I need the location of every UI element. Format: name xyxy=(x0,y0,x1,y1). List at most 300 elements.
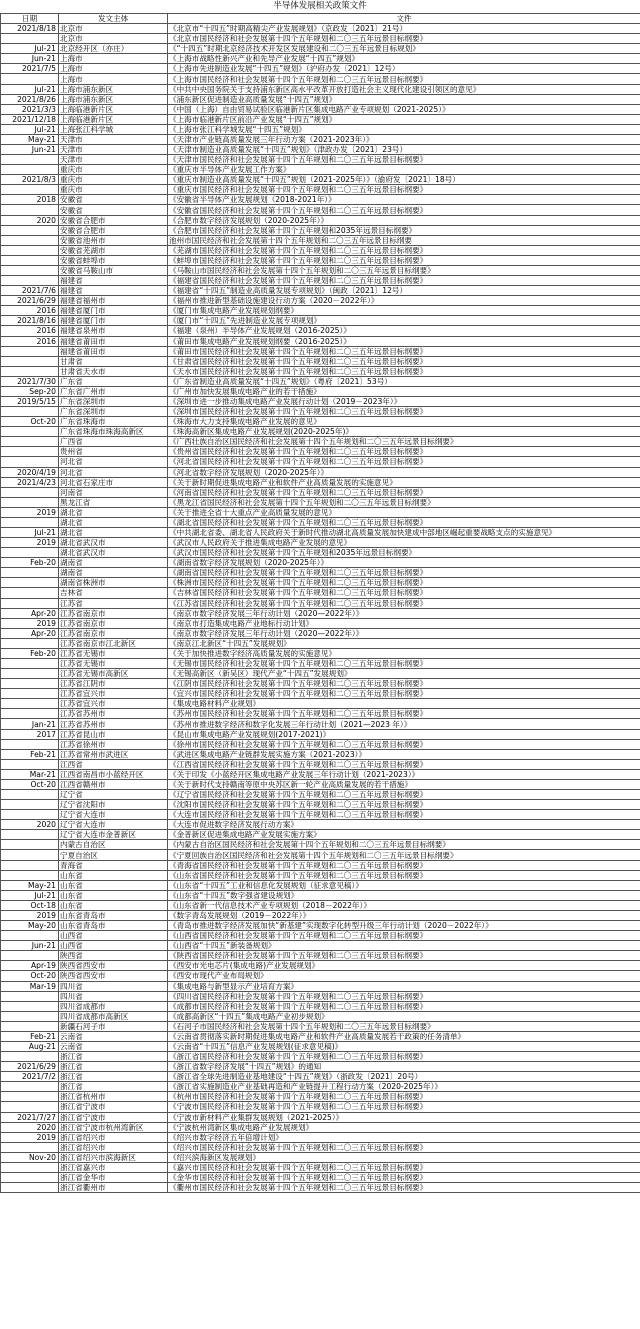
document-cell: 《西安市现代产业布局规划》 xyxy=(168,971,640,981)
issuer-cell: 云南省 xyxy=(59,1041,168,1051)
table-row xyxy=(1,507,640,517)
table-row xyxy=(1,235,640,245)
document-cell: 《浙江省全球先进制造业基地建设“十四五”规划》（浙政发〔2021〕20号） xyxy=(168,1072,640,1082)
table-row xyxy=(1,759,640,769)
table-row xyxy=(1,54,640,64)
issuer-cell: 北京经开区（亦庄） xyxy=(59,44,168,54)
document-cell: 《中共湖北省委、湖北省人民政府关于新时代推动湖北高质量发展加快建成中部地区崛起重要战略支点的实施意见》 xyxy=(168,527,640,537)
issuer-cell: 福建省 xyxy=(59,276,168,286)
table-row xyxy=(1,386,640,396)
date-cell xyxy=(1,1172,59,1182)
document-cell: 《中国（上海）自由贸易试验区临港新片区集成电路产业专项规划（2021-2025）》 xyxy=(168,104,640,114)
issuer-cell: 辽宁省大连市金普新区 xyxy=(59,830,168,840)
table-row xyxy=(1,44,640,54)
document-cell: 《成都高新区“十四五”集成电路产业初步规划》 xyxy=(168,1011,640,1021)
table-row xyxy=(1,497,640,507)
table-row xyxy=(1,981,640,991)
issuer-cell: 贵州省 xyxy=(59,447,168,457)
issuer-cell: 四川省 xyxy=(59,981,168,991)
issuer-cell: 河北省 xyxy=(59,467,168,477)
issuer-cell: 江西省 xyxy=(59,759,168,769)
issuer-cell: 安徽省池州市 xyxy=(59,235,168,245)
table-row xyxy=(1,1072,640,1082)
date-cell: 2021/6/29 xyxy=(1,1062,59,1072)
issuer-cell: 山西省 xyxy=(59,941,168,951)
table-row xyxy=(1,558,640,568)
document-cell: 《山东省“十四五”工业和信息化发展规划（征求意见稿）》 xyxy=(168,880,640,890)
document-cell: 《天水市国民经济和社会发展第十四个五年规划和二〇三五年远景目标纲要》 xyxy=(168,366,640,376)
issuer-cell: 福建省莆田市 xyxy=(59,346,168,356)
issuer-cell: 湖北省 xyxy=(59,527,168,537)
issuer-cell: 浙江省嘉兴市 xyxy=(59,1162,168,1172)
table-row xyxy=(1,568,640,578)
date-cell xyxy=(1,1052,59,1062)
table-row xyxy=(1,860,640,870)
date-cell xyxy=(1,951,59,961)
issuer-cell: 陕西省西安市 xyxy=(59,971,168,981)
table-row xyxy=(1,165,640,175)
table-row xyxy=(1,1092,640,1102)
document-cell: 《湖南省数字经济发展规划（2020-2025年）》 xyxy=(168,558,640,568)
document-cell: 《上海市张江科学城发展“十四五”规划》 xyxy=(168,124,640,134)
table-row xyxy=(1,608,640,618)
issuer-cell: 江苏省南京市 xyxy=(59,618,168,628)
table-row xyxy=(1,931,640,941)
document-cell: 《大连市国民经济和社会发展第十四个五年规划和二〇三五年远景目标纲要》 xyxy=(168,810,640,820)
table-row xyxy=(1,749,640,759)
issuer-cell: 河南省 xyxy=(59,487,168,497)
issuer-cell: 北京市 xyxy=(59,34,168,44)
date-cell: Apr-20 xyxy=(1,608,59,618)
issuer-cell: 黑龙江省 xyxy=(59,497,168,507)
table-row xyxy=(1,790,640,800)
document-cell: 《宁波市新材料产业集群发展规划（2021-2025）》 xyxy=(168,1112,640,1122)
date-cell xyxy=(1,699,59,709)
document-cell: 《山东省“十四五”数字强省建设规划》 xyxy=(168,890,640,900)
date-cell: May-21 xyxy=(1,134,59,144)
date-cell xyxy=(1,457,59,467)
document-cell: 《衢州市国民经济和社会发展第十四个五年规划和二〇三五年远景目标纲要》 xyxy=(168,1183,640,1193)
date-cell xyxy=(1,659,59,669)
date-cell: Jul-21 xyxy=(1,890,59,900)
document-cell: 《厦门市集成电路产业发展规划纲要》 xyxy=(168,306,640,316)
document-cell: 《浙江省实施制造业产业基础再造和产业链提升工程行动方案（2020-2025年）》 xyxy=(168,1082,640,1092)
issuer-cell: 广东省珠海市 xyxy=(59,417,168,427)
issuer-cell: 河北省 xyxy=(59,457,168,467)
document-cell: 《中共中央国务院关于支持浦东新区高水平改革开放打造社会主义现代化建设引领区的意见》 xyxy=(168,84,640,94)
date-cell xyxy=(1,689,59,699)
table-row xyxy=(1,366,640,376)
table-row xyxy=(1,699,640,709)
sheet-title: 半导体发展相关政策文件 xyxy=(273,1,367,11)
date-cell xyxy=(1,225,59,235)
issuer-cell: 天津市 xyxy=(59,134,168,144)
date-cell: Aug-21 xyxy=(1,1041,59,1051)
document-cell: 《合肥市数字经济发展规划（2020-2025年）》 xyxy=(168,215,640,225)
table-row xyxy=(1,648,640,658)
document-cell: 《北京市“十四五”时期高精尖产业发展规划》（京政发〔2021〕21号） xyxy=(168,24,640,34)
issuer-cell: 四川省成都市高新区 xyxy=(59,1011,168,1021)
date-cell: 2021/6/29 xyxy=(1,296,59,306)
date-cell: 2019 xyxy=(1,1132,59,1142)
document-cell: 《广东省制造业高质量发展“十四五”规划》（粤府〔2021〕53号） xyxy=(168,376,640,386)
date-cell: Apr-19 xyxy=(1,961,59,971)
issuer-cell: 陕西省西安市 xyxy=(59,961,168,971)
issuer-cell: 福建省厦门市 xyxy=(59,306,168,316)
issuer-cell: 浙江省 xyxy=(59,1072,168,1082)
date-cell: Oct-20 xyxy=(1,417,59,427)
issuer-cell: 浙江省绍兴市 xyxy=(59,1142,168,1152)
table-row xyxy=(1,255,640,265)
issuer-cell: 上海市 xyxy=(59,74,168,84)
table-row xyxy=(1,124,640,134)
header-issuer: 发文主体 xyxy=(59,14,168,24)
document-cell: 池州市国民经济和社会发展第十四个五年规划和二〇三五年远景目标纲要 xyxy=(168,235,640,245)
issuer-cell: 江苏省 xyxy=(59,598,168,608)
date-cell xyxy=(1,578,59,588)
table-row xyxy=(1,276,640,286)
issuer-cell: 北京市 xyxy=(59,24,168,34)
document-cell: 《贵州省国民经济和社会发展第十四个五年规划和二〇三五年远景目标纲要》 xyxy=(168,447,640,457)
date-cell: Sep-20 xyxy=(1,386,59,396)
document-cell: 《山西省国民经济和社会发展第十四个五年规划和二〇三五年远景目标纲要》 xyxy=(168,931,640,941)
date-cell xyxy=(1,548,59,558)
issuer-cell: 广东省广州市 xyxy=(59,386,168,396)
document-cell: 《西安市光电芯片(集成电路)产业发展规划》 xyxy=(168,961,640,971)
table-row xyxy=(1,840,640,850)
date-cell xyxy=(1,165,59,175)
date-cell: 2019 xyxy=(1,538,59,548)
issuer-cell: 上海市 xyxy=(59,54,168,64)
document-cell: 《宜兴市国民经济和社会发展第十四个五年规划和二〇三五年远景目标纲要》 xyxy=(168,689,640,699)
table-row xyxy=(1,1142,640,1152)
issuer-cell: 湖北省武汉市 xyxy=(59,538,168,548)
document-cell: 《青海省国民经济和社会发展第十四个五年规划和二〇三五年远景目标纲要》 xyxy=(168,860,640,870)
table-row xyxy=(1,709,640,719)
document-cell: 《广州市加快发展集成电路产业的若干措施》 xyxy=(168,386,640,396)
table-row xyxy=(1,94,640,104)
table-row xyxy=(1,628,640,638)
date-cell xyxy=(1,840,59,850)
table-row xyxy=(1,598,640,608)
table-row xyxy=(1,1001,640,1011)
issuer-cell: 江苏省江阴市 xyxy=(59,679,168,689)
table-row xyxy=(1,346,640,356)
document-cell: 《关于推进全省十大重点产业高质量发展的意见》 xyxy=(168,507,640,517)
issuer-cell: 青海省 xyxy=(59,860,168,870)
date-cell xyxy=(1,487,59,497)
issuer-cell: 山东省青岛市 xyxy=(59,910,168,920)
document-cell: 《昆山市集成电路产业发展规划(2017-2021)》 xyxy=(168,729,640,739)
date-cell xyxy=(1,709,59,719)
document-cell: 《辽宁省国民经济和社会发展第十四个五年规划和二〇三五年远景目标纲要》 xyxy=(168,790,640,800)
table-row xyxy=(1,729,640,739)
date-cell: 2021/7/27 xyxy=(1,1112,59,1122)
date-cell: May-20 xyxy=(1,921,59,931)
issuer-cell: 江苏省无锡市 xyxy=(59,648,168,658)
issuer-cell: 安徽省马鞍山市 xyxy=(59,265,168,275)
table-row xyxy=(1,1041,640,1051)
document-cell: 《江苏省国民经济和社会发展第十四个五年规划和二〇三五年远景目标纲要》 xyxy=(168,598,640,608)
issuer-cell: 安徽省合肥市 xyxy=(59,225,168,235)
document-cell: 《数字青岛发展规划（2019－2022年）》 xyxy=(168,910,640,920)
document-cell: 《绍兴滨海新区发展规划》 xyxy=(168,1152,640,1162)
date-cell: Jul-21 xyxy=(1,84,59,94)
issuer-cell: 江苏省苏州市 xyxy=(59,719,168,729)
issuer-cell: 上海市 xyxy=(59,64,168,74)
issuer-cell: 江苏省南京市江北新区 xyxy=(59,638,168,648)
date-cell: 2021/7/6 xyxy=(1,286,59,296)
issuer-cell: 浙江省宁波市 xyxy=(59,1112,168,1122)
issuer-cell: 福建省 xyxy=(59,286,168,296)
issuer-cell: 福建省福州市 xyxy=(59,296,168,306)
date-cell xyxy=(1,276,59,286)
document-cell: 《四川省国民经济和社会发展第十四个五年规划和二〇三五年远景目标纲要》 xyxy=(168,991,640,1001)
date-cell: Apr-20 xyxy=(1,628,59,638)
date-cell: 2016 xyxy=(1,306,59,316)
table-row xyxy=(1,769,640,779)
table-row xyxy=(1,447,640,457)
table-row xyxy=(1,396,640,406)
document-cell: 《甘肃省国民经济和社会发展第十四个五年规划和二〇三五年远景目标纲要》 xyxy=(168,356,640,366)
document-cell: 《绍兴市国民经济和社会发展第十四个五年规划和二〇三五年远景目标纲要》 xyxy=(168,1142,640,1152)
date-cell xyxy=(1,1162,59,1172)
table-row xyxy=(1,800,640,810)
date-cell xyxy=(1,1092,59,1102)
issuer-cell: 江苏省宜兴市 xyxy=(59,699,168,709)
document-cell: 《浙江省数字经济发展“十四五”规划》的通知 xyxy=(168,1062,640,1072)
document-cell: 《山西省“十四五”新装备规划》 xyxy=(168,941,640,951)
table-row xyxy=(1,376,640,386)
issuer-cell: 江苏省无锡市高新区 xyxy=(59,669,168,679)
issuer-cell: 湖南省株洲市 xyxy=(59,578,168,588)
header-document: 文件 xyxy=(168,14,640,24)
table-row xyxy=(1,1162,640,1172)
date-cell: 2021/8/3 xyxy=(1,175,59,185)
document-cell: 《金华市国民经济和社会发展第十四个五年规划和二〇三五年远景目标纲要》 xyxy=(168,1172,640,1182)
document-cell: 《关于新时期促进集成电路产业和软件产业高质量发展的实施意见》 xyxy=(168,477,640,487)
document-cell: 《关于印发《小蓝经开区集成电路产业发展三年行动计划（2021-2023）》 xyxy=(168,769,640,779)
issuer-cell: 山东省 xyxy=(59,890,168,900)
document-cell: 《天津市制造业高质量发展“十四五”规划》（津政办发〔2021〕23号） xyxy=(168,145,640,155)
date-cell xyxy=(1,235,59,245)
date-cell: Feb-21 xyxy=(1,1031,59,1041)
table-row xyxy=(1,1132,640,1142)
document-cell: 《天津市产业链高质量发展三年行动方案（2021-2023年）》 xyxy=(168,134,640,144)
issuer-cell: 浙江省绍兴市滨海新区 xyxy=(59,1152,168,1162)
date-cell: 2021/8/16 xyxy=(1,316,59,326)
table-row xyxy=(1,991,640,1001)
issuer-cell: 浙江省 xyxy=(59,1082,168,1092)
document-cell: 《福建省国民经济和社会发展第十四个五年规划和二〇三五年远景目标纲要》 xyxy=(168,276,640,286)
issuer-cell: 福建省泉州市 xyxy=(59,326,168,336)
table-row xyxy=(1,467,640,477)
issuer-cell: 江苏省常州市武进区 xyxy=(59,749,168,759)
issuer-cell: 上海临港新片区 xyxy=(59,114,168,124)
document-cell: 《沈阳市国民经济和社会发展第十四个五年规划和二〇三五年远景目标纲要》 xyxy=(168,800,640,810)
issuer-cell: 安徽省 xyxy=(59,205,168,215)
date-cell: Feb-20 xyxy=(1,648,59,658)
issuer-cell: 内蒙古自治区 xyxy=(59,840,168,850)
issuer-cell: 江西省赣州市 xyxy=(59,779,168,789)
date-cell xyxy=(1,830,59,840)
document-cell: 《河北省国民经济和社会发展第十四个五年规划和二〇三五年远景目标纲要》 xyxy=(168,457,640,467)
table-row xyxy=(1,1172,640,1182)
document-cell: 《上海市先进制造业发展“十四五”规划》（沪府办发〔2021〕12号） xyxy=(168,64,640,74)
table-row xyxy=(1,810,640,820)
date-cell: 2016 xyxy=(1,326,59,336)
table-row xyxy=(1,64,640,74)
table-row xyxy=(1,961,640,971)
date-cell: Oct-20 xyxy=(1,971,59,981)
issuer-cell: 陕西省 xyxy=(59,951,168,961)
policy-table xyxy=(0,13,640,1193)
document-cell: 《无锡高新区（新吴区）现代产业“十四五”发展规划》 xyxy=(168,669,640,679)
issuer-cell: 广东省深圳市 xyxy=(59,407,168,417)
table-row xyxy=(1,971,640,981)
document-cell: 《湖北省国民经济和社会发展第十四个五年规划和二〇三五年远景目标纲要》 xyxy=(168,517,640,527)
date-cell xyxy=(1,356,59,366)
table-row xyxy=(1,900,640,910)
issuer-cell: 浙江省衢州市 xyxy=(59,1183,168,1193)
date-cell xyxy=(1,679,59,689)
document-cell: 《石河子市国民经济和社会发展第十四个五年规划和二〇三五年远景目标纲要》 xyxy=(168,1021,640,1031)
issuer-cell: 湖南省 xyxy=(59,558,168,568)
table-row xyxy=(1,185,640,195)
issuer-cell: 广东省 xyxy=(59,376,168,386)
issuer-cell: 山东省 xyxy=(59,880,168,890)
issuer-cell: 江苏省宜兴市 xyxy=(59,689,168,699)
document-cell: 《湖南省国民经济和社会发展第十四个五年规划和二〇三五年远景目标纲要》 xyxy=(168,568,640,578)
date-cell xyxy=(1,931,59,941)
document-cell: 《河北省数字经济发展规划（2020-2025年）》 xyxy=(168,467,640,477)
document-cell: 《内蒙古自治区国民经济和社会发展第十四个五年规划和二〇三五年远景目标纲要》 xyxy=(168,840,640,850)
date-cell: 2019 xyxy=(1,507,59,517)
issuer-cell: 安徽省合肥市 xyxy=(59,215,168,225)
issuer-cell: 广西省 xyxy=(59,437,168,447)
date-cell xyxy=(1,1183,59,1193)
date-cell xyxy=(1,205,59,215)
table-row xyxy=(1,850,640,860)
date-cell: Jul-21 xyxy=(1,124,59,134)
table-row xyxy=(1,74,640,84)
table-row xyxy=(1,679,640,689)
document-cell: 《天津市国民经济和社会发展第十四个五年规划和二〇三五年远景目标纲要》 xyxy=(168,155,640,165)
table-row xyxy=(1,719,640,729)
date-cell: Jan-21 xyxy=(1,719,59,729)
table-row xyxy=(1,890,640,900)
issuer-cell: 浙江省宁波市杭州湾新区 xyxy=(59,1122,168,1132)
table-row xyxy=(1,427,640,437)
document-cell: 《武汉市人民政府关于推进集成电路产业发展的意见》 xyxy=(168,538,640,548)
issuer-cell: 辽宁省大连市 xyxy=(59,810,168,820)
date-cell: Jun-21 xyxy=(1,941,59,951)
document-cell: 《重庆市制造业高质量发展“十四五”规划（2021-2025年）》（渝府发〔2021〕18号） xyxy=(168,175,640,185)
issuer-cell: 辽宁省大连市 xyxy=(59,820,168,830)
table-row xyxy=(1,356,640,366)
date-cell: Mar-19 xyxy=(1,981,59,991)
date-cell xyxy=(1,447,59,457)
issuer-cell: 上海张江科学城 xyxy=(59,124,168,134)
table-row xyxy=(1,1052,640,1062)
issuer-cell: 天津市 xyxy=(59,145,168,155)
date-cell: 2019/5/15 xyxy=(1,396,59,406)
table-row xyxy=(1,1183,640,1193)
issuer-cell: 新疆石河子市 xyxy=(59,1021,168,1031)
table-row xyxy=(1,669,640,679)
date-cell xyxy=(1,437,59,447)
document-cell: 《杭州市国民经济和社会发展第十四个五年规划和二〇三五年远景目标纲要》 xyxy=(168,1092,640,1102)
issuer-cell: 四川省成都市 xyxy=(59,1001,168,1011)
date-cell: 2021/7/5 xyxy=(1,64,59,74)
date-cell xyxy=(1,366,59,376)
document-cell: 《吉林省国民经济和社会发展第十四个五年规划和二〇三五年远景目标纲要》 xyxy=(168,588,640,598)
date-cell xyxy=(1,991,59,1001)
date-cell: 2020/4/19 xyxy=(1,467,59,477)
issuer-cell: 重庆市 xyxy=(59,165,168,175)
issuer-cell: 天津市 xyxy=(59,155,168,165)
document-cell: 《徐州市国民经济和社会发展第十四个五年规划和二〇三五年远景目标纲要》 xyxy=(168,739,640,749)
document-cell: 《武进区集成电路产业链群发展实施方案（2021-2023）》 xyxy=(168,749,640,759)
date-cell xyxy=(1,800,59,810)
issuer-cell: 湖北省武汉市 xyxy=(59,548,168,558)
date-cell: Oct-18 xyxy=(1,900,59,910)
document-cell: 《无锡市国民经济和社会发展第十四个五年规划和二〇三五年远景目标纲要》 xyxy=(168,659,640,669)
table-row xyxy=(1,578,640,588)
date-cell xyxy=(1,155,59,165)
document-cell: 《珠海市大力支持集成电路产业发展的意见》 xyxy=(168,417,640,427)
issuer-cell: 江苏省徐州市 xyxy=(59,739,168,749)
table-row xyxy=(1,24,640,34)
table-row xyxy=(1,739,640,749)
table-row xyxy=(1,1082,640,1092)
document-cell: 《合肥市国民经济和社会发展第十四个五年规划和2035年远景目标纲要》 xyxy=(168,225,640,235)
document-cell: 《江阴市国民经济和社会发展第十四个五年规划和二〇三五年远景目标纲要》 xyxy=(168,679,640,689)
document-cell: 《集成电路材料产业规划》 xyxy=(168,699,640,709)
document-cell: 《深圳市进一步推动集成电路产业发展行动计划（2019－2023年）》 xyxy=(168,396,640,406)
document-cell: 《珠海高新区集成电路产业发展规划(2020-2025年)》 xyxy=(168,427,640,437)
issuer-cell: 江苏省昆山市 xyxy=(59,729,168,739)
date-cell xyxy=(1,759,59,769)
issuer-cell: 福建省厦门市 xyxy=(59,316,168,326)
document-cell: 《马鞍山市国民经济和社会发展第十四个五年规划和二〇三五年远景目标纲要》 xyxy=(168,265,640,275)
date-cell: 2017 xyxy=(1,729,59,739)
date-cell xyxy=(1,850,59,860)
document-cell: 《厦门市“十四五”先进制造业发展专项规划》 xyxy=(168,316,640,326)
table-row xyxy=(1,870,640,880)
document-cell: 《南京市数字经济发展三年行动计划（2020—2022年）》 xyxy=(168,608,640,618)
table-row xyxy=(1,689,640,699)
table-row xyxy=(1,417,640,427)
date-cell: 2019 xyxy=(1,618,59,628)
date-cell: May-21 xyxy=(1,880,59,890)
date-cell: 2018 xyxy=(1,195,59,205)
table-row xyxy=(1,205,640,215)
document-cell: 《广西壮族自治区国民经济和社会发展第十四个五年规划和二〇三五年远景目标纲要》 xyxy=(168,437,640,447)
document-cell: 《株洲市国民经济和社会发展第十四个五年规划和二〇三五年远景目标纲要》 xyxy=(168,578,640,588)
date-cell xyxy=(1,245,59,255)
issuer-cell: 上海市浦东新区 xyxy=(59,84,168,94)
document-cell: 《深圳市国民经济和社会发展第十四个五年规划和二〇三五年远景目标纲要》 xyxy=(168,407,640,417)
issuer-cell: 山东省青岛市 xyxy=(59,921,168,931)
table-row xyxy=(1,527,640,537)
document-cell: 《宁波杭州湾新区集成电路产业发展规划》 xyxy=(168,1122,640,1132)
date-cell xyxy=(1,1011,59,1021)
date-cell xyxy=(1,497,59,507)
document-cell: 《莆田市国民经济和社会发展第十四个五年规划和二〇三五年远景目标纲要》 xyxy=(168,346,640,356)
document-cell: 《浦东新区促进制造业高质量发展“十四五”规划》 xyxy=(168,94,640,104)
issuer-cell: 浙江省 xyxy=(59,1052,168,1062)
